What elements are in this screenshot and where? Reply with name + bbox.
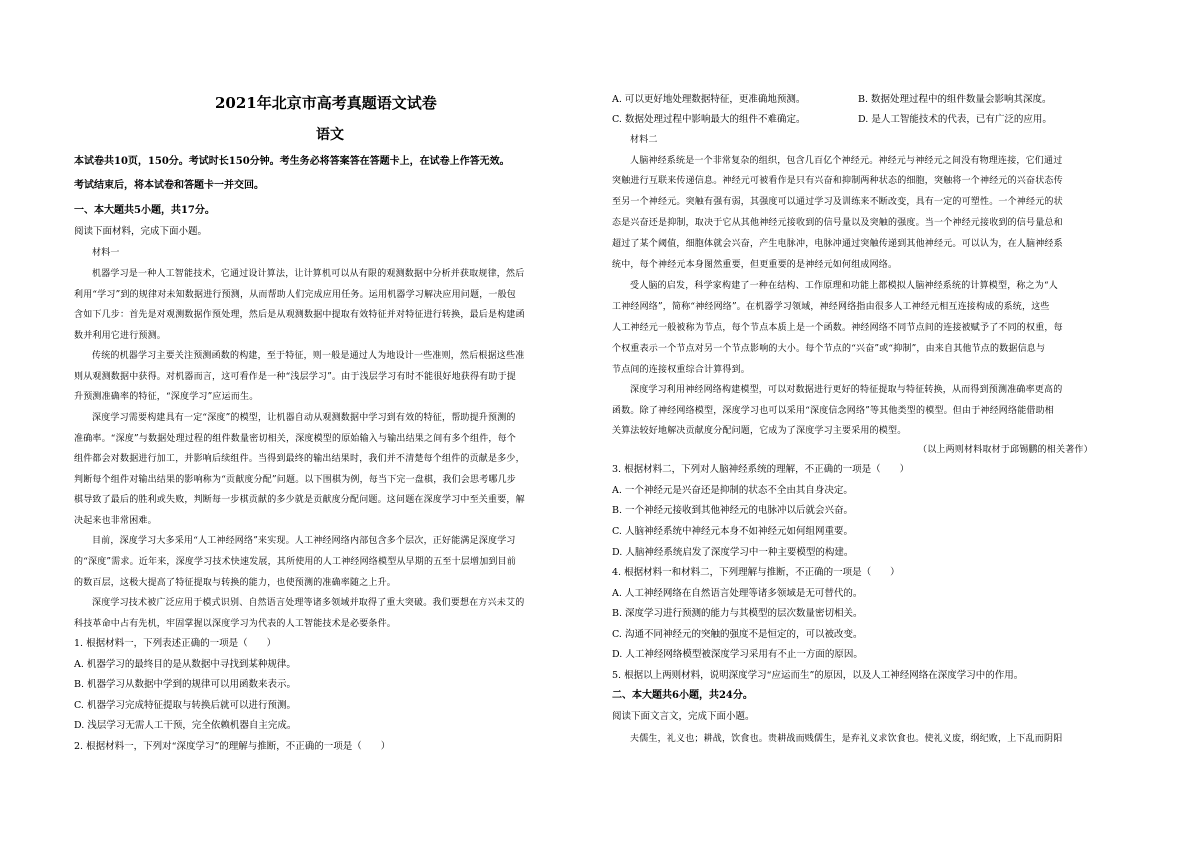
- material-2-line: 工神经网络”，简称“神经网络”。在机器学习领域，神经网络指由很多人工神经元相互连接构成的系统，这些: [612, 302, 1050, 312]
- material-1-line: 组件都会对数据进行加工，并影响后续组件。当得到最终的输出结果时，我们并不清楚每个组件的贡献是多少，: [74, 454, 525, 464]
- material-1-line: 的“深度”需求。近年来，深度学习技术快速发展，其所使用的人工神经网络模型从早期的五至十层增加到目前: [74, 557, 517, 567]
- material-2-line: 节点间的连接权重综合计算得到。: [612, 365, 751, 375]
- notice-line-1: 本试卷共10页，150分。考试时长150分钟。考生务必将答案答在答题卡上，在试卷上作答无效。: [74, 156, 510, 167]
- material-2-line: 关算法较好地解决贡献度分配问题，它成为了深度学习主要采用的模型。: [612, 426, 907, 436]
- question-2: 2. 根据材料一，下列对“深度学习”的理解与推断，不正确的一项是（ ）: [74, 741, 391, 752]
- material-1-line: 棋导致了最后的胜利或失败，判断每一步棋贡献的多少就是贡献度分配问题。这问题在深度学习中至关重要，解: [74, 495, 525, 505]
- q3-option-a: A. 一个神经元是兴奋还是抑制的状态不全由其自身决定。: [612, 485, 853, 496]
- instruction: 阅读下面材料，完成下面小题。: [74, 226, 208, 237]
- material-2-label: 材料二: [630, 135, 658, 145]
- instruction-2: 阅读下面文言文，完成下面小题。: [612, 711, 755, 722]
- material-2-line: 超过了某个阈值，细胞体就会兴奋，产生电脉冲，电脉冲通过突触传递到其他神经元。可以认为，在人脑神经系: [612, 239, 1063, 249]
- material-2-line: 人工神经元一般被称为节点，每个节点本质上是一个函数。神经网络不同节点间的连接被赋予了不同的权重，每: [612, 323, 1063, 333]
- q4-option-a: A. 人工神经网络在自然语言处理等诸多领域是无可替代的。: [612, 588, 863, 599]
- classical-text-line: 夫儒生，礼义也；耕战，饮食也。贵耕战而贱儒生，是弃礼义求饮食也。使礼义废，纲纪败，上下乱而阴阳: [630, 734, 1063, 744]
- q1-option-b: B. 机器学习从数据中学到的规律可以用函数来表示。: [74, 679, 297, 690]
- material-1-line: 升预测准确率的特征，“深度学习”应运而生。: [74, 392, 259, 402]
- material-2-line: 函数。除了神经网络模型，深度学习也可以采用“深度信念网络”等其他类型的模型。但由于神经网络能借助相: [612, 406, 1055, 416]
- material-1-line: 深度学习需要构建具有一定“深度”的模型，让机器自动从观测数据中学习到有效的特征，帮助提升预测的: [92, 413, 516, 423]
- material-2-line: 突触进行互联来传递信息。神经元可被看作是只有兴奋和抑制两种状态的细胞，突触将一个神经元的兴奋状态传: [612, 176, 1063, 186]
- material-1-line: 判断每个组件对输出结果的影响称为“贡献度分配”问题。以下围棋为例，每当下完一盘棋，我们会思考哪几步: [74, 475, 517, 485]
- q4-option-b: B. 深度学习进行预测的能力与其模型的层次数量密切相关。: [612, 608, 863, 619]
- q1-option-c: C. 机器学习完成特征提取与转换后就可以进行预测。: [74, 700, 296, 711]
- section-1-heading: 一、本大题共5小题，共17分。: [74, 205, 215, 216]
- q3-option-d: D. 人脑神经系统启发了深度学习中一种主要模型的构建。: [612, 547, 854, 558]
- q1-option-d: D. 浅层学习无需人工干预，完全依赖机器自主完成。: [74, 720, 297, 731]
- material-2-line: 至另一个神经元。突触有强有弱，其强度可以通过学习及训练来不断改变，具有一定的可塑性。一个神经元的状: [612, 197, 1063, 207]
- source-note: （以上两则材料取材于邱锡鹏的相关著作）: [918, 445, 1093, 455]
- material-2-line: 个权重表示一个节点对另一个节点影响的大小。每个节点的“兴奋”或“抑制”，由来自其他节点的数据信息与: [612, 344, 1046, 354]
- material-2-line: 受人脑的启发，科学家构建了一种在结构、工作原理和功能上都模拟人脑神经系统的计算模型，称之为“人: [630, 281, 1059, 291]
- material-1-line: 数并利用它进行预测。: [74, 331, 167, 341]
- material-1-line: 机器学习是一种人工智能技术，它通过设计算法，让计算机可以从有限的观测数据中分析并获取规律，然后: [92, 269, 525, 279]
- q3-option-c: C. 人脑神经系统中神经元本身不如神经元如何组网重要。: [612, 526, 853, 537]
- q1-option-a: A. 机器学习的最终目的是从数据中寻找到某种规律。: [74, 659, 296, 670]
- material-1-line: 利用“学习”到的规律对未知数据进行预测，从而帮助人们完成应用任务。运用机器学习解决应用问题，一般包: [74, 290, 517, 300]
- material-1-line: 科技革命中占有先机，牢固掌握以深度学习为代表的人工智能技术是必要条件。: [74, 619, 397, 629]
- material-1-line: 准确率。“深度”与数据处理过程的组件数量密切相关，深度模型的原始输入与输出结果之间有多个组件，每个: [74, 434, 517, 444]
- question-4: 4. 根据材料一和材料二，下列理解与推断，不正确的一项是（ ）: [612, 567, 900, 578]
- exam-title: 2021年北京市高考真题语文试卷: [215, 94, 437, 112]
- q4-option-c: C. 沟通不同神经元的突触的强度不是恒定的，可以被改变。: [612, 629, 863, 640]
- material-1-label: 材料一: [92, 248, 120, 258]
- material-1-line: 传统的机器学习主要关注预测函数的构建，至于特征，则一般是通过人为地设计一些准则，然后根据这些准: [92, 351, 525, 361]
- q2-option-c: C. 数据处理过程中影响最大的组件不难确定。: [612, 114, 806, 125]
- material-1-line: 则从观测数据中获得。对机器而言，这可看作是一种“浅层学习”。由于浅层学习有时不能很好地获得有助于提: [74, 372, 517, 382]
- material-2-line: 统中，每个神经元本身图然重要，但更重要的是神经元如何组成网络。: [612, 260, 898, 270]
- question-1: 1. 根据材料一，下列表述正确的一项是（ ）: [74, 638, 277, 649]
- q2-option-b: B. 数据处理过程中的组件数量会影响其深度。: [858, 94, 1052, 105]
- section-2-heading: 二、本大题共6小题，共24分。: [612, 690, 753, 701]
- material-1-line: 目前，深度学习大多采用“人工神经网络”来实现。人工神经网络内部包含多个层次，正好能满足深度学习: [92, 536, 516, 546]
- question-3: 3. 根据材料二，下列对人脑神经系统的理解，不正确的一项是（ ）: [612, 464, 910, 475]
- material-2-line: 深度学习利用神经网络构建模型，可以对数据进行更好的特征提取与特征转换，从而得到预测准确率更高的: [630, 385, 1063, 395]
- q3-option-b: B. 一个神经元接收到其他神经元的电脉冲以后就会兴奋。: [612, 505, 854, 516]
- exam-subject: 语文: [316, 127, 344, 143]
- material-1-line: 决起来也非常困难。: [74, 516, 157, 526]
- material-2-line: 态是兴奋还是抑制，取决于它从其他神经元接收到的信号量以及突触的强度。当一个神经元接收到的信号量总和: [612, 218, 1063, 228]
- q2-option-d: D. 是人工智能技术的代表，已有广泛的应用。: [858, 114, 1052, 125]
- material-1-line: 深度学习技术被广泛应用于模式识别、自然语言处理等诸多领域并取得了重大突破。我们要想在方兴未艾的: [92, 598, 525, 608]
- question-5: 5. 根据以上两则材料，说明深度学习“应运而生”的原因，以及人工神经网络在深度学习中的作用。: [612, 670, 1024, 681]
- q4-option-d: D. 人工神经网络模型被深度学习采用有不止一方面的原因。: [612, 649, 863, 660]
- material-2-line: 人脑神经系统是一个非常复杂的组织，包含几百亿个神经元。神经元与神经元之间没有物理连接，它们通过: [630, 156, 1063, 166]
- notice-line-2: 考试结束后，将本试卷和答题卡一并交回。: [74, 180, 264, 191]
- material-1-line: 含如下几步：首先是对观测数据作预处理，然后是从观测数据中提取有效特征并对特征进行转换，最后是构建函: [74, 310, 525, 320]
- q2-option-a: A. 可以更好地处理数据特征，更准确地预测。: [612, 94, 806, 105]
- material-1-line: 的数百层，这极大提高了特征提取与转换的能力，也使预测的准确率随之上升。: [74, 578, 397, 588]
